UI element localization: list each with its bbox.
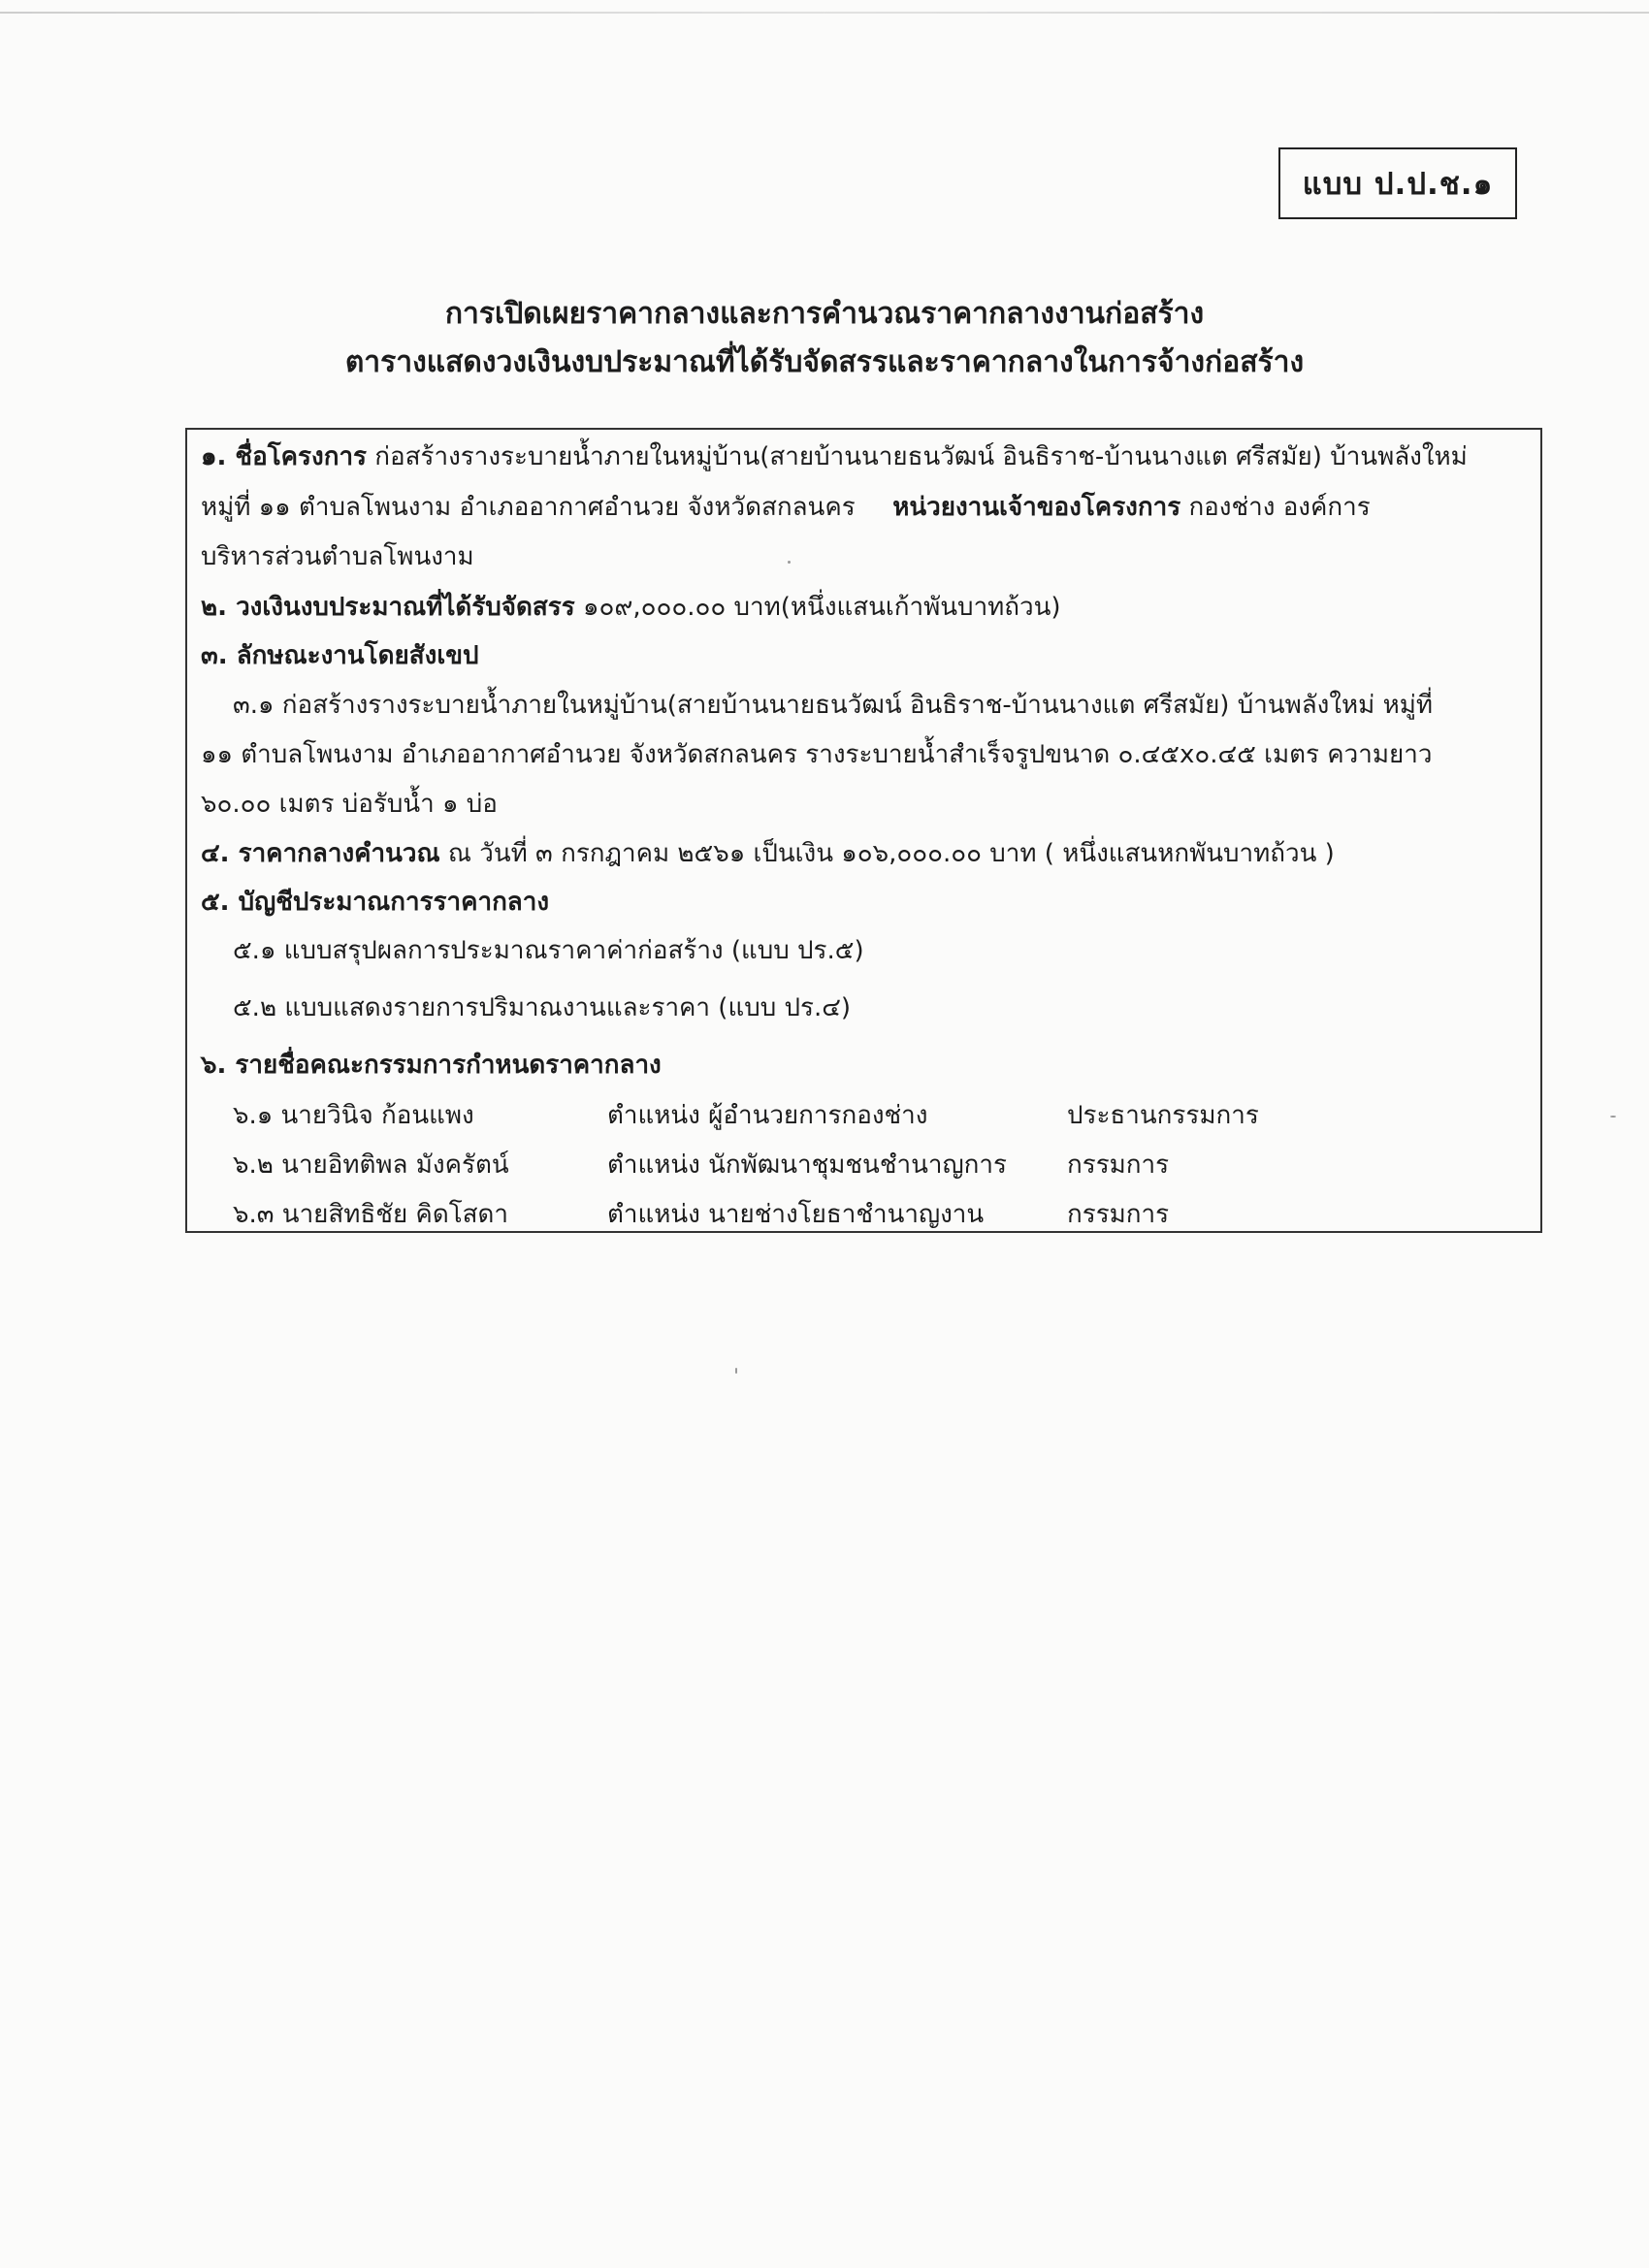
budget-label: ๒. วงเงินงบประมาณที่ได้รับจัดสรร: [201, 593, 575, 622]
committee-member-role: กรรมการ: [1067, 1150, 1170, 1180]
project-name-text-1: ก่อสร้างรางระบายน้ำภายในหมู่บ้าน(สายบ้านนายธนวัฒน์ อินธิราช-บ้านนางแต ศรีสมัย) บ้านพลังใหม่: [374, 442, 1468, 471]
estimate-item-2: ๕.๒ แบบแสดงรายการปริมาณงานและราคา (แบบ ปร.๔): [233, 993, 852, 1022]
scan-speck: [735, 1368, 737, 1374]
committee-member-name: ๖.๒ นายอิทติพล มังครัตน์: [233, 1150, 509, 1180]
project-name-line-2: [201, 491, 1371, 524]
work-summary-line-2: ๑๑ ตำบลโพนงาม อำเภออากาศอำนวย จังหวัดสกลนคร รางระบายน้ำสำเร็จรูปขนาด ๐.๔๕x๐.๔๕ เมตร ความยาว: [201, 740, 1433, 769]
project-owner-text-2: บริหารส่วนตำบลโพนงาม: [201, 542, 474, 571]
committee-member-name: ๖.๓ นายสิทธิชัย คิดโสดา: [233, 1200, 509, 1229]
work-summary-label: ๓. ลักษณะงานโดยสังเขป: [201, 641, 479, 670]
work-summary-line-1: ๓.๑ ก่อสร้างรางระบายน้ำภายในหมู่บ้าน(สายบ้านนายธนวัฒน์ อินธิราช-บ้านนางแต ศรีสมัย) บ้านพลังใหม่ หมู่ที่: [233, 691, 1434, 720]
document-subtitle: ตารางแสดงวงเงินงบประมาณที่ได้รับจัดสรรและราคากลางในการจ้างก่อสร้าง: [344, 345, 1305, 379]
committee-member-position: ตำแหน่ง นายช่างโยธาชำนาญงาน: [607, 1200, 985, 1229]
project-owner-label: หน่วยงานเจ้าของโครงการ: [892, 493, 1181, 522]
project-name-label: ๑. ชื่อโครงการ: [201, 442, 368, 471]
budget-line: [201, 591, 1061, 624]
form-code-box: [1278, 147, 1517, 219]
project-name-text-2: หมู่ที่ ๑๑ ตำบลโพนงาม อำเภออากาศอำนวย จังหวัดสกลนคร: [201, 493, 856, 522]
form-code: แบบ ป.ป.ช.๑: [1302, 167, 1494, 202]
committee-label: ๖. รายชื่อคณะกรรมการกำหนดราคากลาง: [201, 1051, 662, 1080]
budget-value: ๑๐๙,๐๐๐.๐๐ บาท(หนึ่งแสนเก้าพันบาทถ้วน): [582, 593, 1061, 622]
committee-member-role: ประธานกรรมการ: [1067, 1101, 1259, 1130]
document-title: การเปิดเผยราคากลางและการคำนวณราคากลางงานก่อสร้าง: [444, 297, 1205, 331]
median-price-line: [201, 837, 1335, 870]
median-price-label: ๔. ราคากลางคำนวณ: [201, 839, 440, 868]
estimate-list-label: ๕. บัญชีประมาณการราคากลาง: [201, 888, 550, 917]
committee-member-name: ๖.๑ นายวินิจ ก้อนแพง: [233, 1101, 474, 1130]
estimate-item-1: ๕.๑ แบบสรุปผลการประมาณราคาค่าก่อสร้าง (แบบ ปร.๕): [233, 936, 864, 965]
committee-member-position: ตำแหน่ง ผู้อำนวยการกองช่าง: [607, 1101, 928, 1130]
committee-member-role: กรรมการ: [1067, 1200, 1170, 1229]
project-owner-line-2: [201, 540, 474, 573]
scan-edge-line: [0, 12, 1649, 14]
scan-speck: [1610, 1116, 1616, 1118]
median-price-value: ณ วันที่ ๓ กรกฎาคม ๒๕๖๑ เป็นเงิน ๑๐๖,๐๐๐.๐๐ บาท ( หนึ่งแสนหกพันบาทถ้วน ): [447, 839, 1335, 868]
project-name-line-1: [201, 440, 1468, 473]
work-summary-line-3: ๖๐.๐๐ เมตร บ่อรับน้ำ ๑ บ่อ: [201, 790, 498, 819]
scan-speck: [788, 561, 791, 564]
project-owner-text-1: กองช่าง องค์การ: [1188, 493, 1371, 522]
committee-member-position: ตำแหน่ง นักพัฒนาชุมชนชำนาญการ: [607, 1150, 1007, 1180]
